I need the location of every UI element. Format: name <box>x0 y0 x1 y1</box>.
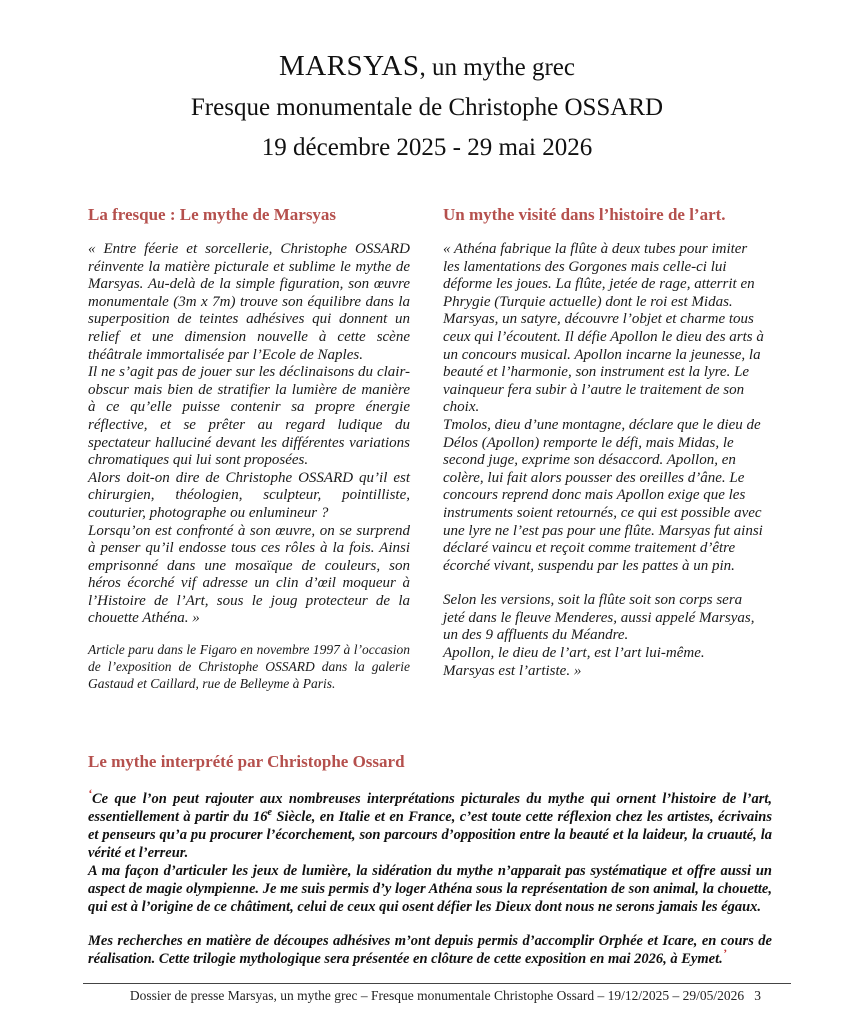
article-source-note: Article paru dans le Figaro en novembre 1997 à l’occasion de l’exposition de Christophe OSSARD dans la galerie Gastaud et Caillard, rue de Belleyme à Paris. <box>88 642 410 692</box>
two-column-layout <box>88 204 770 692</box>
right-paragraph-6: Marsyas est l’artiste. » <box>443 662 582 679</box>
right-paragraph-1: « Athéna fabrique la flûte à deux tubes pour imiter les lamentations des Gorgones mais celle-ci lui déforme les joues. La flûte, jetée de rage, atterrit en Phrygie (Turquie actuelle) dont le roi est Midas. <box>443 241 755 310</box>
left-column-heading: La fresque : Le mythe de Marsyas <box>88 205 337 224</box>
opening-quote-mark: ‘ <box>88 786 92 801</box>
interpretation-paragraph-2: A ma façon d’articuler les jeux de lumière, la sidération du mythe n’apparait pas systématique et offre aussi un aspect de magie olympienne. Je me suis permis d’y loger Athéna sous la représentation de son animal, la chouette, qui est à l’origine de ce châtiment, celui de ceux qui osent défier les Dieux dont nous ne serons jamais les égaux. <box>88 863 772 915</box>
title-main-name: MARSYAS <box>278 50 420 82</box>
left-column-body <box>88 241 410 692</box>
interpretation-p1-text-after: Siècle, en Italie et en France, c’est toute cette réflexion chez les artistes, écrivains et penseurs qu’a pu procurer l’écorchement, son parcours d’opposition entre la beauté et la laideur, la cruauté, la vérité et l’erreur. <box>88 809 772 861</box>
title-line-1-rest: , un mythe grec <box>419 54 575 81</box>
title-line-1 <box>0 46 854 88</box>
page-number: 3 <box>754 988 761 1003</box>
right-column-heading: Un mythe visité dans l’histoire de l’art. <box>443 205 726 224</box>
right-paragraph-5: Apollon, le dieu de l’art, est l’art lui-même. <box>443 645 705 662</box>
closing-quote-mark: ’ <box>722 946 727 961</box>
interpretation-p1-text-before: Ce que l’on peut rajouter aux nombreuses interprétations picturales du mythe qui ornent l’histoire de l’art, essentiellement à partir du 16 <box>88 791 772 825</box>
right-column-mythe <box>443 204 765 692</box>
title-line-2: Fresque monumentale de Christophe OSSARD <box>190 94 664 121</box>
right-paragraph-2: Marsyas, un satyre, découvre l’objet et charme tous ceux qui l’écoutent. Il défie Apollon le dieu des arts à un concours musical. Apollon incarne la jeunesse, la beauté et l’harmonie, son instrument est la lyre. Le vainqueur fera subir à l’autre le traitement de son choix. <box>443 311 764 416</box>
interpretation-paragraph-3 <box>88 932 772 968</box>
interpretation-heading: Le mythe interprété par Christophe Ossard <box>88 752 405 771</box>
right-column-body <box>443 241 765 680</box>
page-title <box>0 46 854 168</box>
interpretation-p3-text: Mes recherches en matière de découpes adhésives m’ont depuis permis d’accomplir Orphée et Icare, en cours de réalisation. Cette trilogie mythologique sera présentée en clôture de cette exposition en mai 2026, à Eymet. <box>88 933 772 967</box>
interpretation-section <box>88 751 772 968</box>
interpretation-body <box>88 786 772 968</box>
page-footer <box>83 983 791 1004</box>
left-paragraph-1: « Entre féerie et sorcellerie, Christophe OSSARD réinvente la matière picturale et sublime le mythe de Marsyas. Au-delà de la simple figuration, son œuvre monumentale (3m x 7m) trouve son équilibre dans la superposition de teintes adhésives qui donnent un relief et une dimension nouvelle à cette scène théâtrale immortalisée par l’Ecole de Naples. <box>88 241 410 363</box>
left-paragraph-3: Alors doit-on dire de Christophe OSSARD qu’il est chirurgien, théologien, sculpteur, pointilliste, couturier, photographe ou enlumineur ? <box>88 469 410 521</box>
interpretation-paragraph-1 <box>88 786 772 862</box>
right-paragraph-4: Selon les versions, soit la flûte soit son corps sera jeté dans le fleuve Menderes, aussi appelé Marsyas, un des 9 affluents du Méandre. <box>443 592 755 644</box>
title-line-3: 19 décembre 2025 - 29 mai 2026 <box>261 134 593 161</box>
footer-text: Dossier de presse Marsyas, un mythe grec – Fresque monumentale Christophe Ossard – 19/12/2025 – 29/05/2026 <box>129 988 745 1003</box>
left-paragraph-4: Lorsqu’on est confronté à son œuvre, on se surprend à penser qu’il endosse tous ces rôles à la fois. Ainsi emprisonné dans une mosaïque de couleurs, son héros écorché vif adresse un clin d’œil moqueur à l’Histoire de l’Art, sous le joug protecteur de la chouette Athéna. » <box>88 522 410 627</box>
superscript-e: e <box>267 807 272 819</box>
left-paragraph-2: Il ne s’agit pas de jouer sur les déclinaisons du clair-obscur mais bien de stratifier la lumière de manière à ce qu’elle puisse contenir sa propre énergie réflective, et se prêter au regard ludique du spectateur halluciné devant les différentes variations chromatiques qui lui sont proposées. <box>88 364 410 469</box>
left-column-fresque <box>88 204 410 692</box>
right-paragraph-3: Tmolos, dieu d’une montagne, déclare que le dieu de Délos (Apollon) remporte le défi, mais Midas, le second juge, exprime son désaccord. Apollon, en colère, lui fait alors pousser des oreilles d’âne. Le concours reprend donc mais Apollon exige que les instruments soient retournés, ce qui est possible avec une lyre ne l’est pas pour une flûte. Marsyas fut ainsi déclaré vaincu et reçoit comme traitement d’être écorché vivant, suspendu par les pattes à un pin. <box>443 416 763 574</box>
